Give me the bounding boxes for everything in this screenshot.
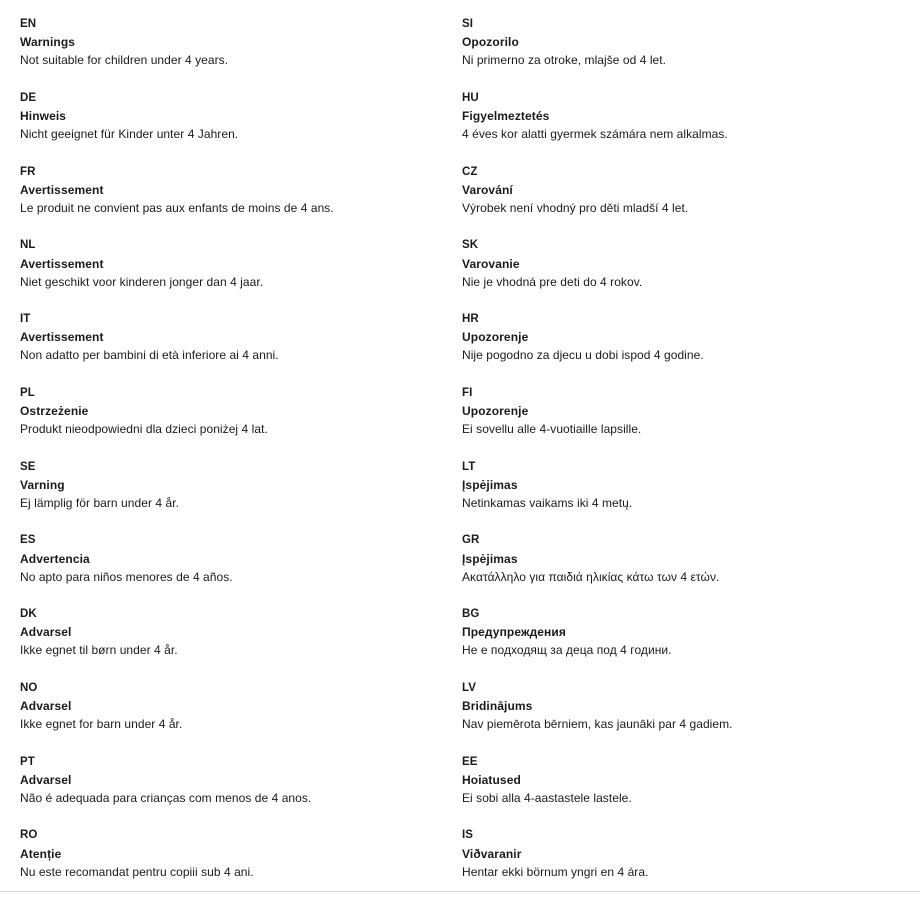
warning-title: Varovanie (462, 256, 520, 271)
warning-text: Ikke egnet til børn under 4 år. (20, 643, 178, 658)
warning-text: Le produit ne convient pas aux enfants de moins de 4 ans. (20, 200, 334, 215)
warning-block (20, 606, 462, 659)
warning-title: Atenție (20, 846, 62, 861)
warning-title: Advarsel (20, 772, 72, 787)
language-code: BG (462, 608, 480, 620)
warning-text: Ακατάλληλο για παιδιά ηλικίας κάτω των 4 ετών. (462, 569, 720, 584)
warning-text: Hentar ekki börnum yngri en 4 ára. (462, 864, 649, 879)
warning-text: Ei sobi alla 4-aastastele lastele. (462, 790, 632, 805)
warning-title: Įspėjimas (462, 551, 518, 566)
warning-title: Ostrzeżenie (20, 404, 89, 418)
warning-text: Not suitable for children under 4 years. (20, 53, 229, 68)
language-code: EE (462, 755, 478, 768)
warning-block (462, 827, 900, 880)
warning-block (462, 237, 900, 290)
warning-title: Varning (20, 477, 65, 492)
warning-block (20, 680, 462, 733)
warning-text: Ei sovellu alle 4-vuotiaille lapsille. (462, 422, 642, 436)
warning-text: Netinkamas vaikams iki 4 metų. (462, 495, 633, 510)
warning-text: Nije pogodno za djecu u dobi ispod 4 godine. (462, 348, 704, 363)
warning-block (20, 532, 462, 585)
warning-title: Warnings (20, 35, 76, 50)
language-code: RO (20, 829, 38, 842)
warning-title: Figyelmeztetés (462, 109, 550, 123)
warning-block (20, 385, 462, 438)
language-code: FI (462, 386, 473, 399)
warning-text: Não é adequada para crianças com menos de 4 anos. (20, 790, 312, 805)
warning-text: Nav piemērota bērniem, kas jaunāki par 4 gadiem. (462, 717, 733, 731)
warning-text: Nicht geeignet für Kinder unter 4 Jahren. (20, 127, 239, 141)
language-code: GR (462, 534, 480, 547)
warning-block (462, 311, 900, 364)
language-code: SE (20, 460, 36, 473)
warning-text: Ikke egnet for barn under 4 år. (20, 717, 183, 731)
warning-block (20, 827, 462, 880)
language-code: FR (20, 165, 36, 178)
warning-block (20, 754, 462, 807)
warning-block (462, 90, 900, 143)
language-code: LV (462, 681, 477, 694)
language-code: SK (462, 239, 479, 252)
language-code: PL (20, 386, 35, 399)
warning-text: No apto para niños menores de 4 años. (20, 569, 233, 584)
warning-block (462, 754, 900, 807)
warning-text: 4 éves kor alatti gyermek számára nem alkalmas. (462, 127, 728, 141)
warning-text: Ej lämplig för barn under 4 år. (20, 495, 179, 510)
warning-block (20, 164, 462, 217)
warning-title: Upozorenje (462, 404, 529, 418)
warning-title: Предупреждения (462, 625, 566, 640)
warning-block (20, 237, 462, 290)
warning-title: Advarsel (20, 699, 72, 713)
warning-block (20, 90, 462, 143)
warning-title: Viðvaranir (462, 846, 522, 861)
warning-block (462, 16, 900, 69)
warning-title: Avertissement (20, 182, 104, 197)
warning-text: Produkt nieodpowiedni dla dzieci poniżej 4 lat. (20, 422, 268, 436)
language-code: IS (462, 829, 474, 842)
warning-title: Įspėjimas (462, 477, 518, 492)
language-code: SI (462, 18, 474, 30)
warning-title: Advertencia (20, 551, 90, 566)
warning-block (20, 16, 462, 69)
language-code: ES (20, 534, 36, 547)
warning-column-left (20, 16, 462, 901)
warning-block (462, 459, 900, 512)
warning-block (462, 385, 900, 438)
language-code: LT (462, 460, 476, 473)
warning-block (20, 311, 462, 364)
warning-block (462, 606, 900, 659)
warning-title: Opozorilo (462, 35, 519, 50)
warning-column-right (462, 16, 900, 901)
warning-title: Hoiatused (462, 772, 521, 787)
language-code: PT (20, 755, 35, 768)
warning-block (462, 680, 900, 733)
warning-block (20, 459, 462, 512)
warning-text: Не е подходящ за деца под 4 години. (462, 643, 672, 658)
warning-block (462, 532, 900, 585)
warning-text: Non adatto per bambini di età inferiore ai 4 anni. (20, 348, 279, 363)
warning-text: Nie je vhodná pre deti do 4 rokov. (462, 274, 643, 289)
language-code: DK (20, 608, 37, 620)
language-code: NO (20, 681, 38, 694)
warning-title: Avertissement (20, 330, 104, 345)
language-code: EN (20, 18, 37, 30)
warning-title: Hinweis (20, 109, 67, 123)
language-code: NL (20, 239, 36, 252)
warning-title: Advarsel (20, 625, 72, 640)
warning-text: Výrobek není vhodný pro děti mladší 4 let. (462, 200, 689, 215)
language-code: IT (20, 313, 31, 325)
language-code: HU (462, 91, 479, 104)
language-code: CZ (462, 165, 478, 178)
warning-text: Niet geschikt voor kinderen jonger dan 4 jaar. (20, 274, 264, 289)
language-code: DE (20, 91, 37, 104)
warning-text: Ni primerno za otroke, mlajše od 4 let. (462, 53, 667, 68)
warning-title: Varování (462, 182, 513, 197)
warning-text: Nu este recomandat pentru copiii sub 4 ani. (20, 864, 254, 879)
warning-columns (20, 16, 900, 901)
language-code: HR (462, 313, 479, 325)
warning-title: Bridinājums (462, 699, 533, 713)
warning-title: Upozorenje (462, 330, 529, 345)
warning-title: Avertissement (20, 256, 104, 271)
warning-block (462, 164, 900, 217)
page-divider (0, 891, 920, 892)
